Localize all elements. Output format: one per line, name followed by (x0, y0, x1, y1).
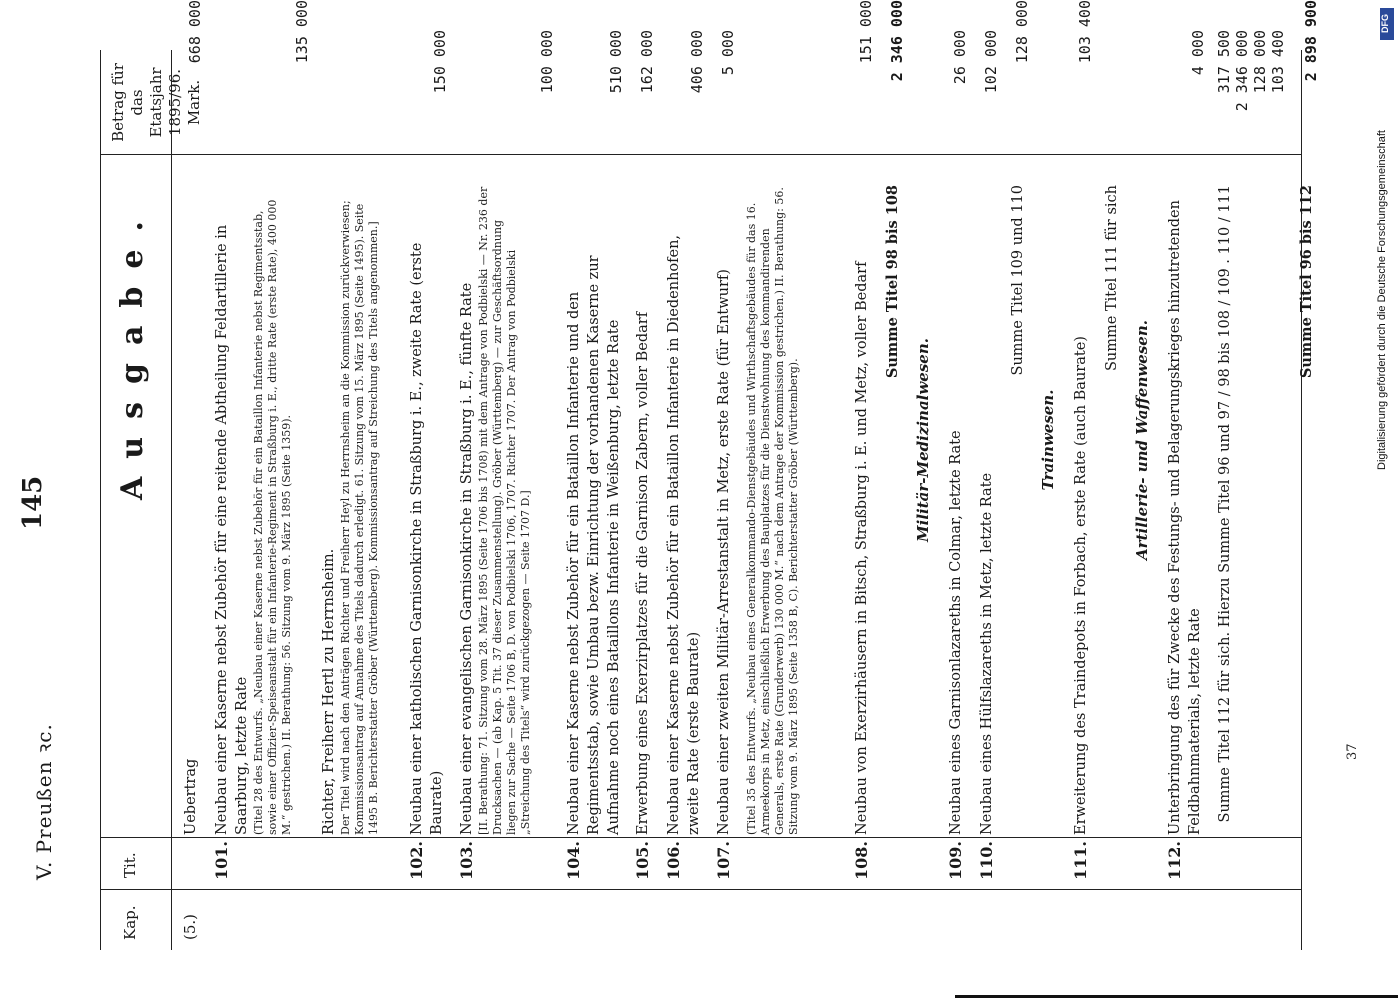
section-heading-row (1133, 50, 1161, 950)
section-heading: Trainwesen. (1039, 389, 1057, 491)
title-number: 109. (946, 841, 965, 880)
amount-value: 135 000 (293, 0, 311, 64)
title-number: 105. (633, 841, 652, 880)
section-heading-row (1039, 50, 1067, 950)
row-description: Summe Titel 98 bis 108 (884, 185, 901, 379)
table-row (1071, 0, 1098, 950)
running-header: V. Preußen ꝛc. (32, 723, 56, 880)
amount-value: 2 346 000 (888, 0, 906, 82)
table-row (181, 0, 208, 950)
row-note: (Titel 28 des Entwurfs. „Neubau einer Kaserne nebst Zubehör für ein Bataillon Infanterie nebst Regimentsstab, sowie einer Offizier-Speiseanstalt für ein Infanterie-Regiment in Straßburg i. E., dritte Rate (erste Rate), 400 000 M.“ gestrichen.) II. Berathung: 56. Sitzung vom 9. März 1895 (Seite 1359). (252, 199, 293, 835)
amount-value: 2 898 900 (1302, 0, 1320, 82)
sub-amount-value: 4 000 (1189, 30, 1207, 76)
row-description: Neubau einer Kaserne nebst Zubehör für eine reitende Abtheilung Feldartillerie in Saarburg, letzte Rate (Titel 28 des Entwurfs. „Neubau einer Kaserne nebst Zubehör für ein Bataillon Infanterie nebst Regimentsstab, sowie einer Offizier-Speiseanstalt für ein Infanterie-Regiment in Straßburg i. E., dritte Rate (erste Rate), 400 000 M.“ gestrichen.) II. Berathung: 56. Sitzung vom 9. März 1895 (Seite 1359). (212, 185, 294, 835)
row-description: Neubau von Exerzirhäusern in Bitsch, Straßburg i. E. und Metz, voller Bedarf (854, 261, 870, 835)
amount-value: 103 400 (1076, 0, 1094, 64)
row-note: (Titel 35 des Entwurfs. „Neubau eines Generalkommando-Dienstgebäudes und Wirthschaftsgebäudes für das 16. Armeekorps in Metz, einschließlich Erwerbung des Bauplatzes für die Dienstwohnung des kommandirenden Generals, erste Rate (Grunderwerb) 130 000 M.“ nach dem Antrage der Kommission gestrichen.) II. Berathung: 56. Sitzung vom 9. März 1895 (Seite 1358 B, C). Berichterstatter Gröber (Württemberg). (745, 187, 800, 835)
table-row (457, 30, 560, 950)
row-description: Richter, Freiherr Hertl zu Herrnsheim. Der Titel wird nach den Anträgen Richter und Freiherr Heyl zu Herrnsheim an die Kommission zurückverwiesen; Kommissionsantrag auf Annahme des Titels dadurch erledigt. 61. Sitzung vom 15. März 1895 (Seite 1495). Seite 1495 B. Berichterstatter Gröber (Württemberg). Kommissionsantrag auf Streichung des Titels angenommen.] (319, 185, 381, 835)
row-description: Neubau eines Hülfslazareths in Metz, letzte Rate (979, 472, 995, 835)
sub-amount-value: 128 000 (1251, 30, 1269, 94)
digitization-note: Digitalisierung gefördert durch die Deutsche Forschungsgemeinschaft (1376, 130, 1388, 470)
row-description: Neubau einer evangelischen Garnisonkirche in Straßburg i. E., fünfte Rate [II. Berathung: 71. Sitzung vom 28. März 1895 (Seite 1706 bis 1708) mit dem Antrage von Podbielski — Nr. 236 der Drucksachen — (ab Kap. 5 Tit. 37 dieser Zusammenstellung). Gröber (Württemberg) — zur Geschäftsordnung liegen zur Sache — Seite 1706 B, D. von Podbielski 1706, 1707. Richter 1707. Der Antrag von Podbielski „Streichung des Titels“ wird zurückgezogen — Seite 1707 D.] (459, 186, 532, 835)
amount-value: 151 000 (857, 0, 875, 64)
table-row (946, 30, 973, 950)
section-heading: Artillerie- und Waffenwesen. (1133, 320, 1151, 560)
title-number: 110. (977, 841, 996, 880)
title-number: 106. (664, 841, 683, 880)
row-description: Summe Titel 109 und 110 (1010, 185, 1026, 376)
title-number: 107. (714, 841, 733, 880)
dfg-logo-icon: DFG (1380, 8, 1394, 40)
amount-value: 128 000 (1013, 0, 1031, 64)
header-rule (171, 50, 172, 950)
table-row (1297, 0, 1324, 950)
sub-amount-value: 162 000 (638, 30, 656, 94)
table-row (664, 30, 710, 950)
row-description (745, 185, 801, 835)
row-description: Summe Titel 96 bis 112 (1298, 185, 1315, 379)
title-number: 111. (1071, 841, 1090, 880)
table-row (883, 0, 910, 950)
amount-value: 668 000 (186, 0, 204, 64)
table-row (1215, 30, 1293, 950)
row-note: Der Titel wird nach den Anträgen Richter und Freiherr Heyl zu Herrnsheim an die Kommission zurückverwiesen; Kommissionsantrag auf Annahme des Titels dadurch erledigt. 61. Sitzung vom 15. März 1895 (Seite 1495). Seite 1495 B. Berichterstatter Gröber (Württemberg). Kommissionsantrag auf Streichung des Titels angenommen.] (339, 200, 380, 835)
sub-amount-value: 103 400 (1269, 30, 1287, 94)
row-description: Erwerbung eines Exerzirplatzes für die Garnison Zabern, voller Bedarf (635, 311, 651, 835)
row-description: Uebertrag (183, 758, 199, 835)
table-row (852, 0, 879, 950)
sub-amount-value: 5 000 (719, 30, 737, 76)
row-description: Neubau einer katholischen Garnisonkirche in Straßburg i. E., zweite Rate (erste Baurate) (409, 242, 445, 835)
table-row (1165, 30, 1211, 950)
row-description: Erweiterung des Traindepots in Forbach, erste Rate (auch Baurate) (1073, 336, 1089, 835)
section-heading: Militär-Medizinalwesen. (914, 338, 932, 542)
sub-amount-value: 406 000 (688, 30, 706, 94)
table-row (745, 50, 848, 950)
table-row (212, 0, 315, 950)
sub-amount-value: 102 000 (982, 30, 1000, 94)
row-description: Summe Titel 111 für sich (1104, 185, 1120, 371)
title-number: 103. (457, 841, 476, 880)
row-description: Neubau einer Kaserne nebst Zubehör für ein Bataillon Infanterie und den Regimentsstab, sowie Umbau bezw. Einrichtung der vorhandenen Kaserne zur Aufnahme noch eines Bataillons Infanterie in Weißenburg, letzte Rate (566, 255, 622, 835)
row-description: Unterbringung des für Zwecke des Festungs- und Belagerungskrieges hinzutretenden Feldbahnmaterials, letzte Rate (1167, 200, 1203, 835)
title-number: 112. (1165, 841, 1184, 880)
bottom-rule (955, 995, 1398, 998)
sub-amount-value: 26 000 (951, 30, 969, 85)
title-number: 104. (564, 841, 583, 880)
table-row (319, 50, 403, 950)
row-description: Neubau einer Kaserne nebst Zubehör für ein Bataillon Infanterie in Diedenhofen, zweite Rate (erste Baurate) (666, 234, 702, 835)
page-heading: Ausgabe. (115, 203, 150, 500)
table-row (564, 30, 629, 950)
sub-amount-value: 150 000 (431, 30, 449, 94)
row-description: Neubau einer zweiten Militär-Arrestanstalt in Metz, erste Rate (für Entwurf) (716, 269, 732, 835)
table-row (633, 30, 660, 950)
sub-amount-value: 2 346 000 (1233, 30, 1251, 112)
section-heading-row (914, 50, 942, 950)
table-row (1102, 50, 1129, 950)
column-header-kap: Kap. (121, 905, 139, 940)
sub-amount-value: 317 500 (1215, 30, 1233, 94)
kap-number: (5.) (181, 913, 199, 940)
table-row (407, 30, 453, 950)
title-number: 108. (852, 841, 871, 880)
table-row (714, 30, 741, 950)
column-header-titel: Tit. (121, 852, 139, 878)
sub-amount-value: 100 000 (538, 30, 556, 94)
title-number: 101. (212, 841, 231, 880)
page-number: 145 (18, 475, 48, 530)
folio: 37 (1345, 743, 1360, 760)
row-description: Neubau eines Garnisonlazareths in Colmar, letzte Rate (948, 430, 964, 835)
row-description: Summe Titel 112 für sich. Hierzu Summe Titel 96 und 97 / 98 bis 108 / 109 . 110 / 111 (1217, 185, 1233, 823)
row-note: [II. Berathung: 71. Sitzung vom 28. März 1895 (Seite 1706 bis 1708) mit dem Antrage von Podbielski — Nr. 236 der Drucksachen — (ab Kap. 5 Tit. 37 dieser Zusammenstellung). Gröber (Württemberg) — zur Geschäftsordnung liegen zur Sache — Seite 1706 B, D. von Podbielski 1706, 1707. Richter 1707. Der Antrag von Podbielski „Streichung des Titels“ wird zurückgezogen — Seite 1707 D.] (477, 186, 532, 835)
column-header-amount: Betrag für das Etatsjahr 1895/96. Mark. (109, 63, 203, 142)
budget-table (100, 0, 1320, 950)
table-row (1008, 0, 1035, 950)
sub-amount-value: 510 000 (607, 30, 625, 94)
title-number: 102. (407, 841, 426, 880)
table-row (977, 30, 1004, 950)
